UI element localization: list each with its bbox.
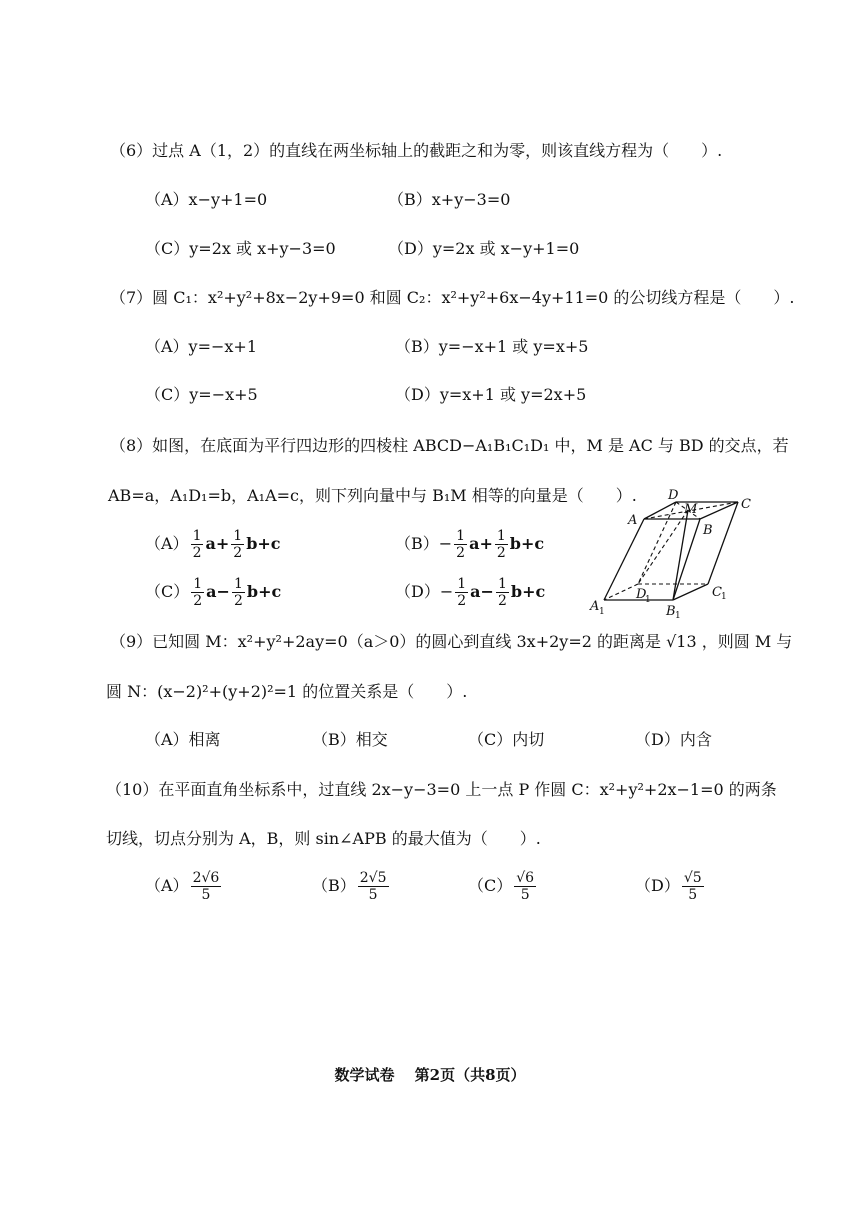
fraction-denominator: 2 bbox=[192, 545, 202, 561]
fraction-numerator: 1 bbox=[496, 528, 506, 544]
q9-option-d: （D）内含 bbox=[635, 730, 712, 749]
q6-option-d: （D）y=2x 或 x−y+1=0 bbox=[388, 239, 580, 258]
q9-option-b: （B）相交 bbox=[312, 730, 388, 749]
page-footer: 数学试卷 第2页（共8页） bbox=[334, 1066, 526, 1084]
option-tail: b+c bbox=[509, 534, 545, 553]
q7-option-b: （B）y=−x+1 或 y=x+5 bbox=[395, 337, 589, 356]
option-label: （A） bbox=[145, 534, 189, 553]
fraction-numerator: 1 bbox=[192, 528, 202, 544]
label-b1: B bbox=[666, 604, 676, 618]
q6-stem: （6）过点 A（1，2）的直线在两坐标轴上的截距之和为零，则该直线方程为（ ）. bbox=[110, 141, 723, 160]
fraction-numerator: 1 bbox=[193, 576, 203, 592]
q8-option-a bbox=[145, 528, 281, 561]
label-b: B bbox=[703, 523, 713, 538]
label-d1-sub: 1 bbox=[645, 595, 651, 605]
fraction bbox=[454, 528, 467, 561]
option-label: （B） bbox=[312, 876, 356, 895]
label-d1: D bbox=[636, 587, 647, 602]
option-tail: b+c bbox=[246, 534, 281, 553]
fraction-numerator: 1 bbox=[233, 528, 243, 544]
q7-option-a: （A）y=−x+1 bbox=[145, 337, 258, 356]
option-sign: − bbox=[439, 582, 454, 601]
option-middle: a− bbox=[206, 582, 230, 601]
option-middle: a− bbox=[470, 582, 494, 601]
fraction bbox=[358, 870, 389, 903]
fraction-numerator: 1 bbox=[497, 576, 507, 592]
q8-stem-line1: （8）如图，在底面为平行四边形的四棱柱 ABCD−A₁B₁C₁D₁ 中，M 是 AC 与 BD 的交点，若 bbox=[110, 436, 789, 455]
q10-option-a bbox=[145, 870, 223, 903]
option-label: （A） bbox=[145, 876, 189, 895]
label-b1-sub: 1 bbox=[675, 611, 681, 618]
fraction bbox=[496, 576, 509, 609]
fraction-numerator: √5 bbox=[683, 870, 702, 886]
fraction-numerator: 2√5 bbox=[359, 870, 387, 886]
fraction bbox=[682, 870, 704, 903]
option-middle: a+ bbox=[205, 534, 230, 553]
q6-option-b: （B）x+y−3=0 bbox=[388, 190, 511, 209]
q10-stem-line1: （10）在平面直角坐标系中，过直线 2x−y−3=0 上一点 P 作圆 C：x²+y²+2x−1=0 的两条 bbox=[106, 780, 777, 799]
fraction bbox=[191, 528, 204, 561]
fraction bbox=[191, 576, 204, 609]
label-c: C bbox=[741, 497, 751, 512]
q10-option-c bbox=[468, 870, 538, 903]
fraction bbox=[455, 576, 468, 609]
fraction-denominator: 2 bbox=[496, 545, 506, 561]
fraction-denominator: 2 bbox=[457, 593, 467, 609]
q9-stem-line1: （9）已知圆 M：x²+y²+2ay=0（a＞0）的圆心到直线 3x+2y=2 的距离是 √13 ，则圆 M 与 bbox=[110, 632, 793, 651]
label-a1-sub: 1 bbox=[599, 607, 605, 617]
q7-option-c: （C）y=−x+5 bbox=[145, 385, 258, 404]
fraction-numerator: 2√6 bbox=[192, 870, 220, 886]
q10-option-d bbox=[635, 870, 706, 903]
fraction bbox=[495, 528, 508, 561]
q10-stem-line2: 切线，切点分别为 A，B，则 sin∠APB 的最大值为（ ）. bbox=[106, 829, 541, 848]
option-label: （D） bbox=[635, 876, 680, 895]
fraction-numerator: √6 bbox=[516, 870, 535, 886]
option-sign: − bbox=[438, 534, 453, 553]
fraction-denominator: 2 bbox=[193, 593, 203, 609]
q10-option-b bbox=[312, 870, 391, 903]
q9-stem-line2: 圆 N：(x−2)²+(y+2)²=1 的位置关系是（ ）. bbox=[106, 682, 468, 701]
q6-option-a: （A）x−y+1=0 bbox=[145, 190, 268, 209]
fraction bbox=[231, 528, 244, 561]
fraction-denominator: 5 bbox=[368, 887, 378, 903]
option-tail: b+c bbox=[510, 582, 546, 601]
q7-stem: （7）圆 C₁：x²+y²+8x−2y+9=0 和圆 C₂：x²+y²+6x−4y+11=0 的公切线方程是（ ）. bbox=[110, 288, 795, 307]
fraction-denominator: 2 bbox=[233, 593, 243, 609]
q9-option-c: （C）内切 bbox=[468, 730, 545, 749]
label-m: M bbox=[684, 502, 698, 517]
option-label: （C） bbox=[468, 876, 513, 895]
q8-stem-line2: AB=a，A₁D₁=b，A₁A=c，则下列向量中与 B₁M 相等的向量是（ ）. bbox=[108, 486, 637, 505]
fraction-denominator: 5 bbox=[201, 887, 211, 903]
fraction-denominator: 5 bbox=[520, 887, 530, 903]
option-label: （D） bbox=[395, 582, 440, 601]
fraction bbox=[191, 870, 222, 903]
label-a1: A bbox=[590, 599, 600, 614]
option-label: （B） bbox=[395, 534, 439, 553]
fraction bbox=[232, 576, 245, 609]
fraction-denominator: 2 bbox=[233, 545, 243, 561]
label-d: D bbox=[668, 488, 679, 503]
q7-option-d: （D）y=x+1 或 y=2x+5 bbox=[395, 385, 587, 404]
label-a: A bbox=[628, 513, 638, 528]
fraction-denominator: 2 bbox=[497, 593, 507, 609]
q8-option-c bbox=[145, 576, 281, 609]
option-middle: a+ bbox=[469, 534, 493, 553]
label-c1-sub: 1 bbox=[721, 592, 727, 602]
q8-option-d bbox=[395, 576, 545, 609]
fraction-denominator: 5 bbox=[688, 887, 698, 903]
fraction-denominator: 2 bbox=[456, 545, 466, 561]
fraction-numerator: 1 bbox=[457, 576, 467, 592]
q8-option-b bbox=[395, 528, 544, 561]
option-label: （C） bbox=[145, 582, 190, 601]
fraction-numerator: 1 bbox=[456, 528, 466, 544]
prism-figure bbox=[588, 488, 768, 618]
fraction bbox=[514, 870, 536, 903]
q6-option-c: （C）y=2x 或 x+y−3=0 bbox=[145, 239, 336, 258]
label-c1: C bbox=[712, 585, 722, 600]
fraction-numerator: 1 bbox=[233, 576, 243, 592]
q9-option-a: （A）相离 bbox=[145, 730, 221, 749]
option-tail: b+c bbox=[246, 582, 282, 601]
